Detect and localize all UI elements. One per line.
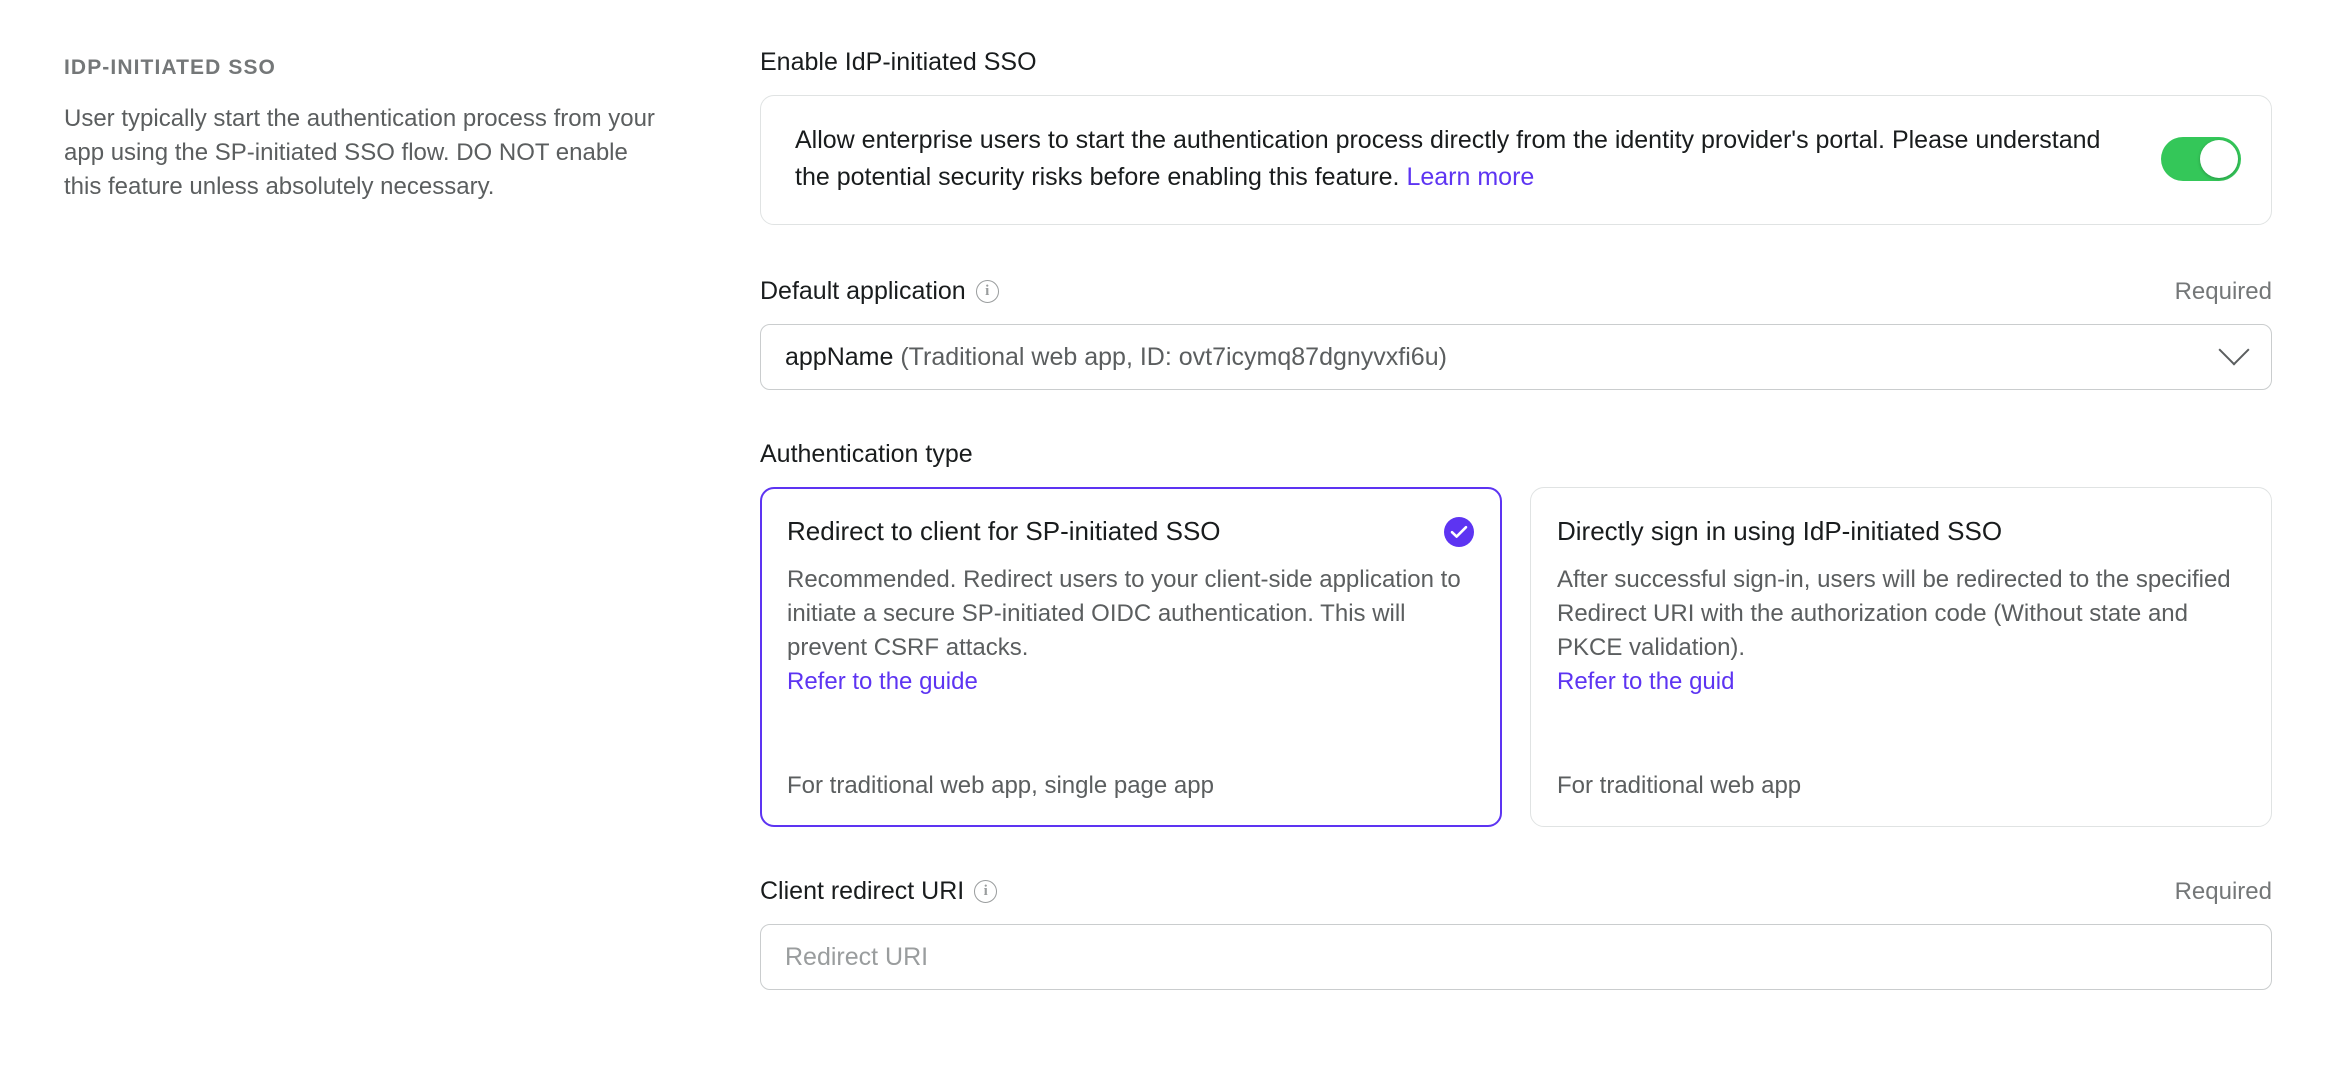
authentication-type-options xyxy=(760,487,2272,827)
refer-to-the-guid-link[interactable]: Refer to the guid xyxy=(1557,668,1735,696)
enable-idp-sso-description xyxy=(795,122,2131,196)
enable-idp-sso-description-text: Allow enterprise users to start the authentication process directly from the identity provider's portal. Please understand the potential security risks before enabling this feature. xyxy=(795,126,2101,191)
auth-option-footnote: For traditional web app xyxy=(1557,772,1802,799)
refer-to-the-guide-link[interactable]: Refer to the guide xyxy=(787,668,978,696)
auth-option-title: Directly sign in using IdP-initiated SSO xyxy=(1557,516,2003,546)
auth-option-description xyxy=(1557,563,2241,699)
enable-idp-sso-card xyxy=(760,95,2272,225)
enable-idp-sso-label: Enable IdP-initiated SSO xyxy=(760,48,1037,76)
auth-option-description-text: After successful sign-in, users will be redirected to the specified Redirect URI with the authorization code (Without state and PKCE validation). xyxy=(1557,566,2231,662)
learn-more-link[interactable]: Learn more xyxy=(1406,163,1535,191)
toggle-knob xyxy=(2200,140,2238,178)
auth-option-title: Redirect to client for SP-initiated SSO xyxy=(787,516,1221,546)
default-application-label-text: Default application xyxy=(760,277,966,305)
default-application-app-detail: (Traditional web app, ID: ovt7icymq87dgnyvxfi6u) xyxy=(900,342,1447,371)
section-description: User typically start the authentication process from your app using the SP-initiated SSO flow. DO NOT enable this feature unless absolutely necessary. xyxy=(64,105,655,201)
auth-option-redirect-to-client[interactable] xyxy=(760,487,1502,827)
authentication-type-label: Authentication type xyxy=(760,440,973,468)
section-info-column xyxy=(60,48,760,1070)
auth-option-description xyxy=(787,563,1471,699)
default-application-required-tag: Required xyxy=(2174,277,2272,305)
info-icon[interactable]: i xyxy=(974,880,997,903)
client-redirect-uri-label-text: Client redirect URI xyxy=(760,877,965,905)
chevron-down-icon xyxy=(2218,334,2249,365)
info-icon[interactable]: i xyxy=(976,280,999,303)
client-redirect-uri-input[interactable] xyxy=(760,924,2272,990)
default-application-select[interactable] xyxy=(760,324,2272,390)
default-application-label xyxy=(760,277,999,306)
settings-form-column xyxy=(760,48,2276,1070)
enable-idp-sso-toggle[interactable] xyxy=(2161,137,2241,181)
client-redirect-uri-required-tag: Required xyxy=(2174,877,2272,905)
default-application-selected-value xyxy=(785,343,1447,372)
auth-option-directly-sign-in[interactable] xyxy=(1530,487,2272,827)
client-redirect-uri-label xyxy=(760,877,997,906)
auth-option-footnote: For traditional web app, single page app xyxy=(787,772,1214,799)
check-circle-icon xyxy=(1444,517,1474,547)
section-eyebrow: IDP-INITIATED SSO xyxy=(64,56,276,79)
default-application-label-row xyxy=(760,277,2272,306)
default-application-app-name: appName xyxy=(785,342,894,371)
client-redirect-uri-label-row xyxy=(760,877,2272,906)
auth-option-description-text: Recommended. Redirect users to your client-side application to initiate a secure SP-initiated OIDC authentication. This will prevent CSRF attacks. xyxy=(787,566,1461,662)
